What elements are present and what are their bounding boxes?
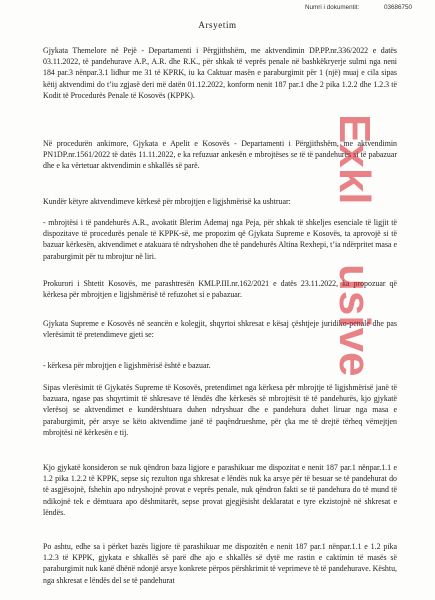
paragraph-9: Kjo gjykatë konsideron se nuk qëndron baza ligjore e parashikuar me dispozitat e nenit 187 par.1 nënpar.1.1 e 1.2 pika 1.2.2 të KPPK, sepse siç rezulton nga shkresat e lëndës nuk ka arsye për të besuar se të pandehurat do të asgjësojnë, fshehin apo ndryshojnë provat e veprës penale, nuk qëndron fakti se të pandehura do të mund të ndikojnë tek e dëmtuara apo dëshmitarët, sepse provat gjegjësisht deklaratat e tyre ekzistojnë në shkresat e lëndës. [43,463,397,517]
document-number-value: 03686750 [384,4,413,11]
watermark-stamp: Exkl usive [330,114,379,377]
paragraph-4: - mbrojtësi i të pandehurës A.R., avokatit Blerim Ademaj nga Peja, për shkak të shkeljes esenciale të ligjit të dispozitave të procedurës penale të KPPK-së, me propozim që Gjykata Supreme e Kosovës, ta aprovojë si të bazuar kërkesën, aktvendimet e atakuara të ndryshohen dhe të pandehurës Altina Rexhepi, t’ia ndërpritet masa e paraburgimit për tu mbrojtur në liri. [43,218,397,261]
paragraph-10: Po ashtu, edhe sa i përket bazës ligjore të parashikuar me dispozitën e nenit 187 par.1 nënpar.1.1 e 1.2 pika 1.2.3 të KPPK, gjykata e shkallës së parë dhe ajo e shkallës së dytë me rastin e caktimin të masës së paraburgimit nuk kanë dhënë ndonjë arsye konkrete përpos përshkrimit të veprimeve të të pandehurave. Kështu, nga shkresat e lëndës del se të pandehurat [43,542,397,585]
document-number-label: Numri i dokumentit: [305,4,360,11]
paragraph-6: Gjykata Supreme e Kosovës në seancën e kolegjit, shqyrtoi shkresat e kësaj çështjeje juridiko-penale dhe pas vlerësimit të pretendimeve gjeti se: [43,319,397,340]
paragraph-3: Kundër këtyre aktvendimeve kërkesë për mbrojtjen e ligjshmërisë ka ushtruar: [43,197,291,206]
paragraph-1: Gjykata Themelore në Pejë - Departamenti i Përgjithshëm, me aktvendimin DP.PP.nr.336/2022 e datës 03.11.2022, të pandehurave A.P., A.R. dhe R.K., për shkak të veprës penale në bashkëkryerje sulmi nga neni 184 par.3 nënpar.3.1 lidhur me 31 të KPRK, iu ka Caktuar masën e paraburgimit për 1 (një) muaj e cila sipas këtij aktvendimi do t’iu zgjasë deri më datën 01.12.2022, konform nenit 187 par.1 dhe 2 pika 1.2.2 dhe 1.2.3 të Kodit të Procedurës Penale të Kosovës (KPPK). [43,46,397,100]
paragraph-2: Në procedurën ankimore, Gjykata e Apelit e Kosovës - Departamenti i Përgjithshëm, me aktvendimin PN1DP.nr.1561/2022 të datës 11.11.2022, e ka refuzuar ankesën e mbrojtëses se të të pandehurës si të pabazuar dhe e ka vërtetuar aktvendimin e shkallës së parë. [43,139,397,171]
document-title: Arsyetim [198,20,237,30]
paragraph-5: Prokurori i Shtetit Kosovës, me parashtresën KMLP.III.nr.162/2021 e datës 23.11.2022, ka propozuar që kërkesa për mbrojtjen e ligjshmërisë të refuzohet si e pabazuar. [43,279,397,300]
paragraph-7: - kërkesa për mbrojtjen e ligjshmërisë është e bazuar. [43,361,211,370]
paragraph-8: Sipas vlerësimit të Gjykatës Supreme të Kosovës, pretendimet nga kërkesa për mbrojtje të ligjshmërisë janë të bazuara, ngase pas shqyrtimit të shkresave të lëndës dhe kërkesës së mbrojtësit të të pandehurës, kjo gjykatë vlerësoj se aktvendimet e kundërshtuara duhen ndryshuar dhe e pandehura duhet liruar nga masa e paraburgimit, për arsye se këto aktvendime janë të paqëndrueshme, për çka me të drejtë tërheq vëmejtjen mbrojtësi në kërkesën e tij. [43,383,397,437]
